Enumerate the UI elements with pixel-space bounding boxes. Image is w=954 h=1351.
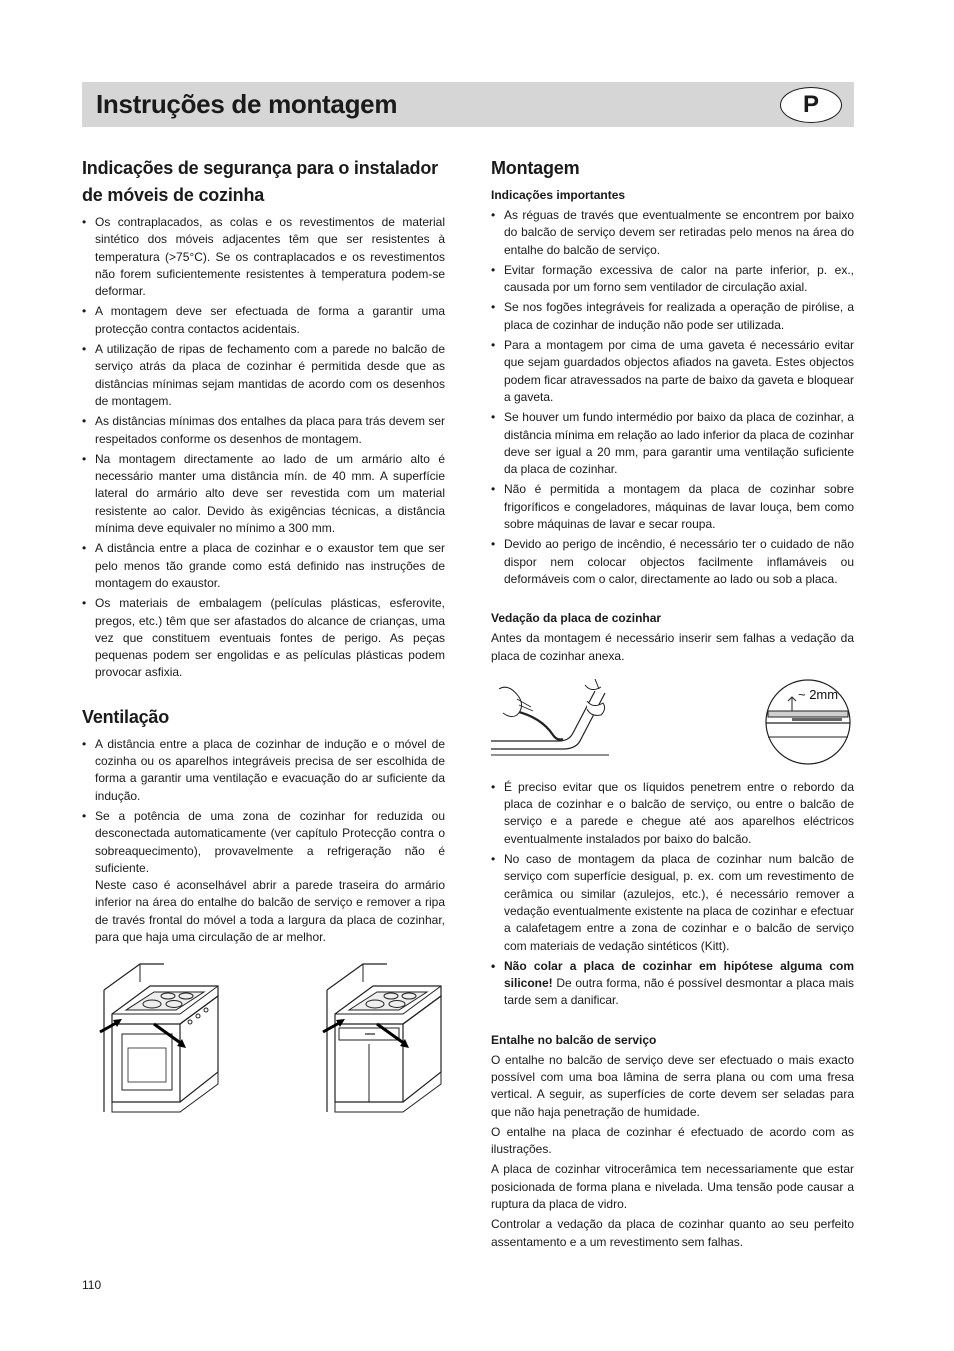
seal-gap-detail-illustration (762, 679, 854, 765)
cutout-paragraph: Controlar a vedação da placa de cozinhar quanto ao seu perfeito assentamento e a um revestimento sem falhas. (491, 1217, 854, 1249)
list-item-warning (491, 958, 854, 1010)
list-item: • As réguas de través que eventualmente se encontrem por baixo do balcão de serviço devem ser retiradas pelo menos na área do entalhe do balcão de serviço. (491, 207, 854, 259)
seal-list (491, 779, 854, 1010)
cutout-paragraph: A placa de cozinhar vitrocerâmica tem necessariamente que estar posicionada de forma plana e nivelada. Uma tensão pode causar a ruptura da placa de vidro. (491, 1162, 854, 1212)
important-list (491, 207, 854, 588)
list-item: • No caso de montagem da placa de cozinhar num balcão de serviço com superfície desigual, p. ex. com um revestimento de cerâmica ou similar (azulejos, etc.), é necessário remover a vedação eventualmente existente na placa de cozinhar e efectuar a calafetagem entre a zona de cozinhar e o balcão de serviço com materiais de vedação sintéticos (Kitt). (491, 851, 854, 955)
list-item: • Na montagem directamente ao lado de um armário alto é necessário manter uma distância mín. de 40 mm. A superfície lateral do armário alto deve ser revestida com um material resistente ao calor. Devido às exigências técnicas, a distância mínima deve equivaler no mínimo a 300 mm. (82, 451, 445, 537)
left-column (82, 155, 445, 1138)
ventilation-illustrations (82, 962, 445, 1120)
important-heading: Indicações importantes (491, 188, 626, 202)
seal-illustrations (491, 679, 854, 765)
list-item: • A montagem deve ser efectuada de forma a garantir uma protecção contra contactos acidentais. (82, 303, 445, 338)
right-column (491, 155, 854, 1254)
list-item-text: Neste caso é aconselhável abrir a parede traseira do armário inferior na área do entalhe do balcão de serviço e remover a ripa de través frontal do móvel a toda a largura da placa de cozinhar, para que haja uma circulação de ar melhor. (95, 878, 445, 944)
cabinet-drawer-illustration (305, 962, 445, 1120)
list-item: • Para a montagem por cima de uma gaveta é necessário evitar que sejam guardados objectos afiados na gaveta. Estes objectos podem ficar atravessados na parte de baixo da gaveta e bloquear a gaveta. (491, 337, 854, 406)
cutout-paragraph: O entalhe na placa de cozinhar é efectuado de acordo com as ilustrações. (491, 1124, 854, 1157)
ventilation-list (82, 736, 445, 947)
gap-label: ~ 2mm (798, 686, 839, 702)
list-item: • A distância entre a placa de cozinhar e o exaustor tem que ser pelo menos tão grande como está definido nas instruções de montagem do exaustor. (82, 540, 445, 592)
warning-text-bold: Não colar a placa de cozinhar em hipótese alguma com silicone! (504, 958, 854, 991)
list-item: • As distâncias mínimas dos entalhes da placa para trás devem ser respeitados conforme os desenhos de montagem. (82, 413, 445, 448)
list-item: • Se houver um fundo intermédio por baixo da placa de cozinhar, a distância mínima em relação ao lado inferior da placa de cozinhar deve ser igual a 20 mm, para garantir uma ventilação suficiente da placa de cozinhar. (491, 409, 854, 478)
cutout-paragraph: O entalhe no balcão de serviço deve ser efectuado o mais exacto possível com uma boa lâmina de serra plana ou com uma fresa vertical. A seguir, as superfícies de corte devem ser seladas para que não haja penetração de humidade. (491, 1052, 854, 1119)
language-badge: P (780, 87, 842, 123)
warning-text: De outra forma, não é possível desmontar a placa mais tarde sem a danificar. (504, 976, 854, 1008)
page-number: 110 (82, 1278, 102, 1292)
list-item: • Devido ao perigo de incêndio, é necessário ter o cuidado de não dispor nem colocar objectos facilmente inflamáveis ou deformáveis com o calor, directamente ao lado ou sob a placa. (491, 536, 854, 588)
safety-heading: Indicações de segurança para o instalador de móveis de cozinha (82, 158, 438, 205)
list-item: • Não é permitida a montagem da placa de cozinhar sobre frigoríficos e congeladores, máquinas de lavar louça, bem como sobre máquinas de lavar e secar roupa. (491, 481, 854, 533)
cutout-heading: Entalhe no balcão de serviço (491, 1032, 657, 1047)
safety-list (82, 214, 445, 682)
list-item: • A utilização de ripas de fechamento com a parede no balcão de serviço atrás da placa de cozinhar é permitida desde que as distâncias mínimas sejam mantidas de acordo com os desenhos de montagem. (82, 341, 445, 410)
ventilation-heading: Ventilação (82, 706, 170, 727)
seal-insertion-illustration (491, 679, 609, 759)
seal-heading: Vedação da placa de cozinhar (491, 611, 662, 626)
page-title: Instruções de montagem (96, 89, 398, 119)
list-item: • Os contraplacados, as colas e os revestimentos de material sintético dos móveis adjacentes têm que ser resistentes à temperatura (>75°C). Se os contraplacados e os revestimentos não forem suficientemente resistentes à temperatura podem-se deformar. (82, 214, 445, 300)
page-header (82, 82, 854, 127)
seal-intro: Antes da montagem é necessário inserir sem falhas a vedação da placa de cozinhar anexa. (491, 631, 854, 663)
list-item: • Evitar formação excessiva de calor na parte inferior, p. ex., causada por um forno sem ventilador de circulação axial. (491, 262, 854, 297)
list-item: • A distância entre a placa de cozinhar de indução e o móvel de cozinha ou os aparelhos integráveis precisa de ser escolhida de forma a garantir uma ventilação e evacuação do ar suficiente da indução. (82, 736, 445, 805)
list-item-text: • Se a potência de uma zona de cozinhar for reduzida ou desconectada automaticamente (ver capítulo Protecção contra o sobreaquecimento), provavelmente a refrigeração não é suficiente. (95, 808, 445, 875)
list-item: • Os materiais de embalagem (películas plásticas, esferovite, pregos, etc.) têm que ser afastados do alcance de crianças, uma vez que constituem eventuais fontes de perigo. As peças pequenas podem ser engolidas e as películas plásticas podem provocar asfixia. (82, 595, 445, 681)
cabinet-oven-illustration (82, 962, 222, 1120)
list-item (82, 808, 445, 946)
montagem-heading: Montagem (491, 158, 580, 178)
list-item: • É preciso evitar que os líquidos penetrem entre o rebordo da placa de cozinhar e o balcão de serviço, ou entre o balcão de serviço e a parede e chegue até aos aparelhos eléctricos eventualmente instalados por baixo do balcão. (491, 779, 854, 848)
list-item: • Se nos fogões integráveis for realizada a operação de pirólise, a placa de cozinhar de indução não pode ser utilizada. (491, 299, 854, 334)
